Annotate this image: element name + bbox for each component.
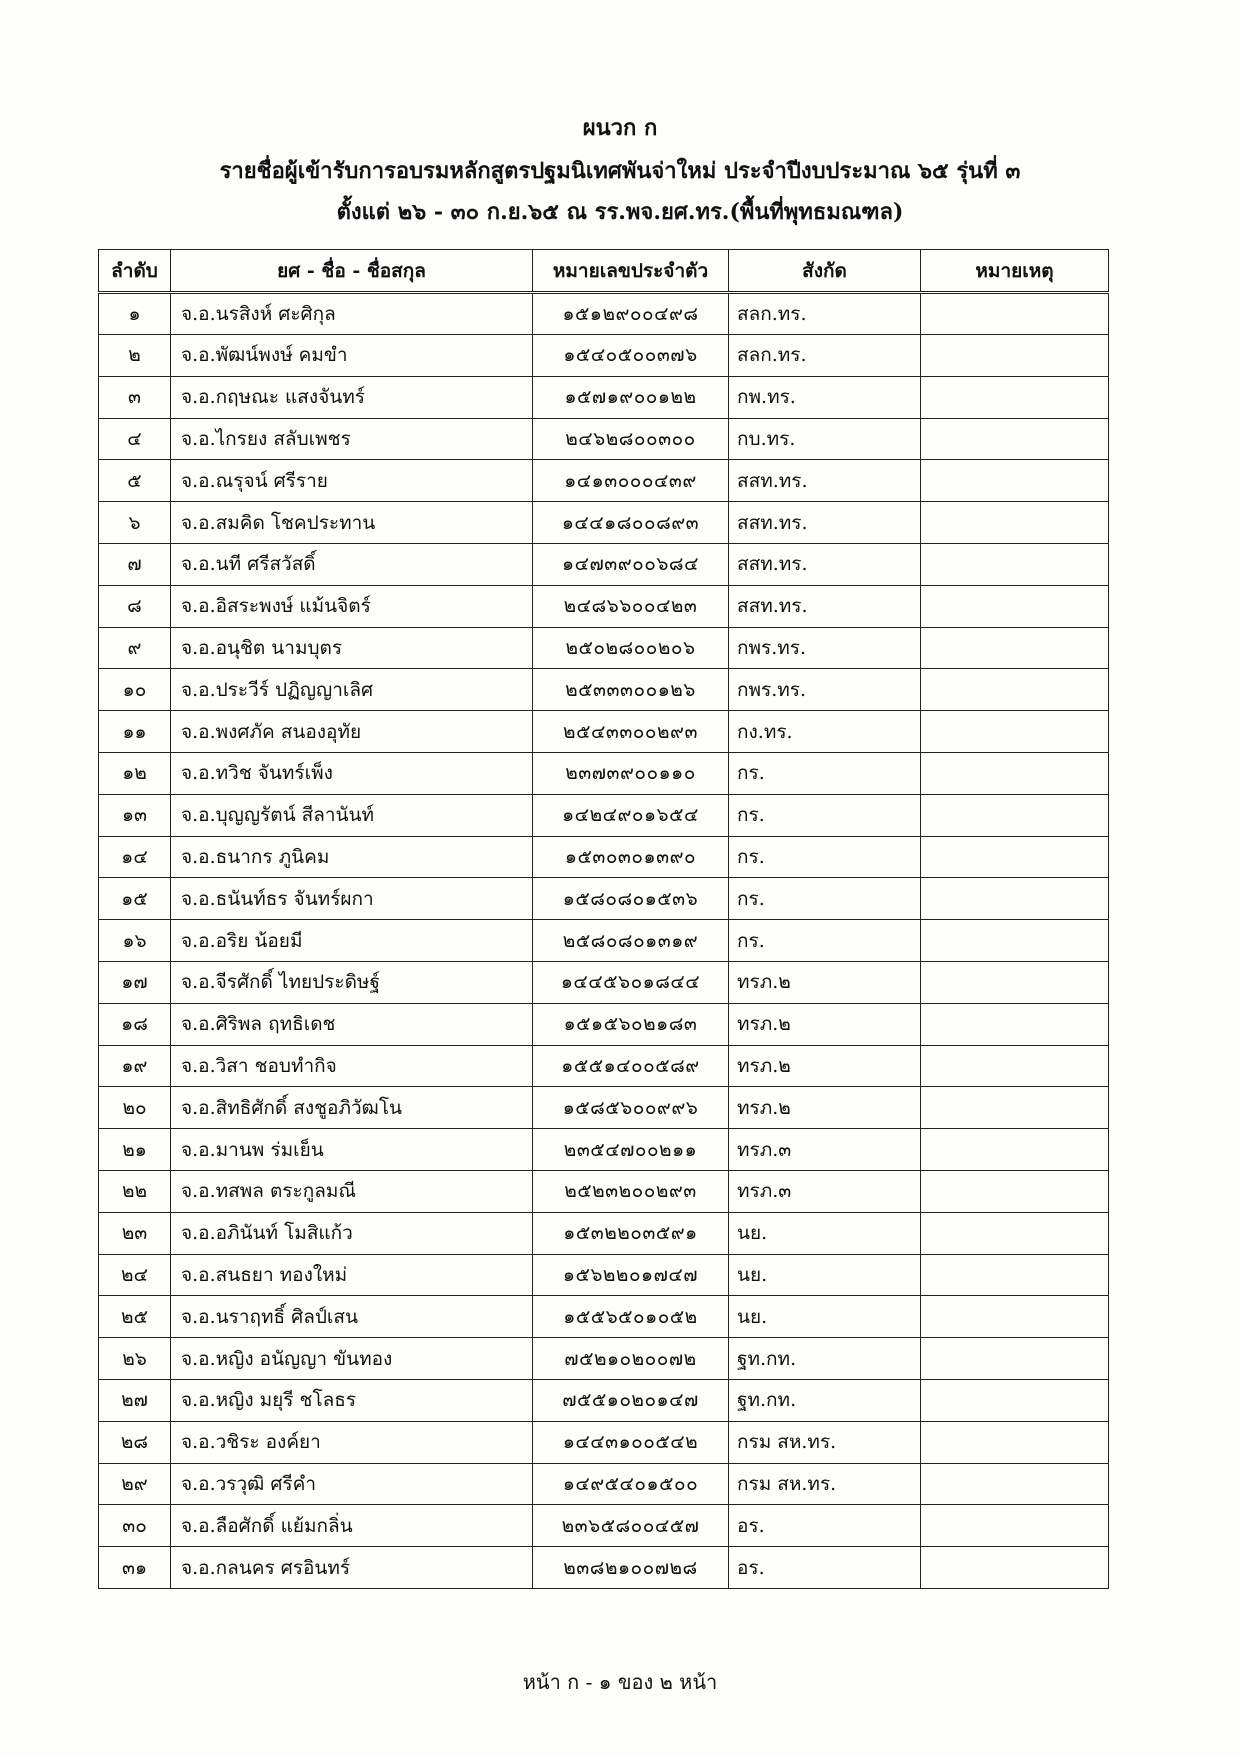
row-unit-cell: นย. bbox=[729, 1254, 921, 1296]
row-name-cell: จ.อ.ธนากร ภูนิคม bbox=[171, 836, 533, 878]
row-order-cell: ๒๙ bbox=[99, 1463, 171, 1505]
row-id-cell: ๑๕๘๐๘๐๑๕๓๖ bbox=[533, 878, 729, 920]
row-unit-cell: ทรภ.๒ bbox=[729, 1003, 921, 1045]
row-name-cell: จ.อ.บุญญรัตน์ สีลานันท์ bbox=[171, 794, 533, 836]
column-header-unit: สังกัด bbox=[729, 250, 921, 293]
row-id-cell: ๗๕๕๑๐๒๐๑๔๗ bbox=[533, 1379, 729, 1421]
table-row bbox=[99, 1338, 1109, 1380]
row-note-cell bbox=[921, 1254, 1109, 1296]
row-note-cell bbox=[921, 376, 1109, 418]
row-name-cell: จ.อ.ประวีร์ ปฏิญญาเลิศ bbox=[171, 669, 533, 711]
row-id-cell: ๑๕๑๕๖๐๒๑๘๓ bbox=[533, 1003, 729, 1045]
row-order-cell: ๗ bbox=[99, 543, 171, 585]
row-note-cell bbox=[921, 711, 1109, 753]
row-unit-cell: กร. bbox=[729, 836, 921, 878]
row-note-cell bbox=[921, 418, 1109, 460]
row-id-cell: ๑๕๘๕๖๐๐๙๙๖ bbox=[533, 1087, 729, 1129]
roster-body bbox=[99, 293, 1109, 1589]
row-order-cell: ๒๖ bbox=[99, 1338, 171, 1380]
table-row bbox=[99, 585, 1109, 627]
row-unit-cell: กพร.ทร. bbox=[729, 669, 921, 711]
row-order-cell: ๑๑ bbox=[99, 711, 171, 753]
table-row bbox=[99, 1296, 1109, 1338]
row-unit-cell: อร. bbox=[729, 1547, 921, 1589]
table-row bbox=[99, 1045, 1109, 1087]
row-name-cell: จ.อ.จีรศักดิ์ ไทยประดิษฐ์ bbox=[171, 961, 533, 1003]
row-unit-cell: ฐท.กท. bbox=[729, 1338, 921, 1380]
row-order-cell: ๓๑ bbox=[99, 1547, 171, 1589]
row-unit-cell: กร. bbox=[729, 878, 921, 920]
row-name-cell: จ.อ.มานพ ร่มเย็น bbox=[171, 1129, 533, 1171]
row-order-cell: ๒๕ bbox=[99, 1296, 171, 1338]
table-row bbox=[99, 961, 1109, 1003]
row-order-cell: ๘ bbox=[99, 585, 171, 627]
row-note-cell bbox=[921, 836, 1109, 878]
row-name-cell: จ.อ.นรสิงห์ ศะศิกุล bbox=[171, 293, 533, 335]
row-id-cell: ๑๕๖๒๒๐๑๗๔๗ bbox=[533, 1254, 729, 1296]
roster-table bbox=[98, 249, 1109, 1589]
row-note-cell bbox=[921, 1296, 1109, 1338]
row-unit-cell: กร. bbox=[729, 794, 921, 836]
row-order-cell: ๑๖ bbox=[99, 920, 171, 962]
row-name-cell: จ.อ.อนุชิต นามบุตร bbox=[171, 627, 533, 669]
row-id-cell: ๒๕๘๐๘๐๑๓๑๙ bbox=[533, 920, 729, 962]
table-row bbox=[99, 1463, 1109, 1505]
row-name-cell: จ.อ.นที ศรีสวัสดิ์ bbox=[171, 543, 533, 585]
row-unit-cell: ทรภ.๒ bbox=[729, 1045, 921, 1087]
row-note-cell bbox=[921, 585, 1109, 627]
row-order-cell: ๒๑ bbox=[99, 1129, 171, 1171]
row-unit-cell: กร. bbox=[729, 752, 921, 794]
row-note-cell bbox=[921, 335, 1109, 377]
row-unit-cell: สสท.ทร. bbox=[729, 585, 921, 627]
row-note-cell bbox=[921, 543, 1109, 585]
row-name-cell: จ.อ.ทวิช จันทร์เพ็ง bbox=[171, 752, 533, 794]
row-note-cell bbox=[921, 1003, 1109, 1045]
table-row bbox=[99, 669, 1109, 711]
row-id-cell: ๑๕๑๒๙๐๐๔๙๘ bbox=[533, 293, 729, 335]
table-row bbox=[99, 878, 1109, 920]
row-unit-cell: อร. bbox=[729, 1505, 921, 1547]
table-row bbox=[99, 711, 1109, 753]
table-row bbox=[99, 1003, 1109, 1045]
row-order-cell: ๓ bbox=[99, 376, 171, 418]
row-id-cell: ๑๔๔๓๑๐๐๕๔๒ bbox=[533, 1421, 729, 1463]
table-row bbox=[99, 460, 1109, 502]
row-id-cell: ๑๕๕๑๔๐๐๕๘๙ bbox=[533, 1045, 729, 1087]
row-name-cell: จ.อ.อิสระพงษ์ แม้นจิตร์ bbox=[171, 585, 533, 627]
table-row bbox=[99, 836, 1109, 878]
row-order-cell: ๒ bbox=[99, 335, 171, 377]
row-note-cell bbox=[921, 961, 1109, 1003]
row-note-cell bbox=[921, 1379, 1109, 1421]
row-order-cell: ๑ bbox=[99, 293, 171, 335]
row-id-cell: ๒๕๓๓๓๐๐๑๒๖ bbox=[533, 669, 729, 711]
row-name-cell: จ.อ.สนธยา ทองใหม่ bbox=[171, 1254, 533, 1296]
row-name-cell: จ.อ.พงศภัค สนองอุทัย bbox=[171, 711, 533, 753]
row-order-cell: ๑๘ bbox=[99, 1003, 171, 1045]
row-order-cell: ๑๐ bbox=[99, 669, 171, 711]
row-name-cell: จ.อ.ธนันท์ธร จันทร์ผกา bbox=[171, 878, 533, 920]
row-id-cell: ๑๔๒๔๙๐๑๖๕๔ bbox=[533, 794, 729, 836]
row-unit-cell: นย. bbox=[729, 1296, 921, 1338]
row-unit-cell: สสท.ทร. bbox=[729, 460, 921, 502]
row-name-cell: จ.อ.อภินันท์ โมสิแก้ว bbox=[171, 1212, 533, 1254]
row-order-cell: ๒๓ bbox=[99, 1212, 171, 1254]
row-name-cell: จ.อ.อริย น้อยมี bbox=[171, 920, 533, 962]
column-header-order: ลำดับ bbox=[99, 250, 171, 293]
row-note-cell bbox=[921, 1212, 1109, 1254]
table-row bbox=[99, 418, 1109, 460]
row-unit-cell: กร. bbox=[729, 920, 921, 962]
row-name-cell: จ.อ.หญิง มยุรี ชโลธร bbox=[171, 1379, 533, 1421]
table-row bbox=[99, 1421, 1109, 1463]
row-name-cell: จ.อ.ไกรยง สลับเพชร bbox=[171, 418, 533, 460]
row-note-cell bbox=[921, 669, 1109, 711]
row-name-cell: จ.อ.กลนคร ศรอินทร์ bbox=[171, 1547, 533, 1589]
document-title: รายชื่อผู้เข้ารับการอบรมหลักสูตรปฐมนิเทศพันจ่าใหม่ ประจำปีงบประมาณ ๖๕ รุ่นที่ ๓ bbox=[219, 158, 1021, 184]
row-name-cell: จ.อ.ศิริพล ฤทธิเดช bbox=[171, 1003, 533, 1045]
table-row bbox=[99, 920, 1109, 962]
row-id-cell: ๒๔๘๖๖๐๐๔๒๓ bbox=[533, 585, 729, 627]
row-unit-cell: สลก.ทร. bbox=[729, 293, 921, 335]
row-unit-cell: ทรภ.๓ bbox=[729, 1129, 921, 1171]
row-order-cell: ๓๐ bbox=[99, 1505, 171, 1547]
row-unit-cell: ทรภ.๒ bbox=[729, 961, 921, 1003]
row-order-cell: ๑๒ bbox=[99, 752, 171, 794]
table-row bbox=[99, 1505, 1109, 1547]
row-unit-cell: กบ.ทร. bbox=[729, 418, 921, 460]
row-id-cell: ๗๕๒๑๐๒๐๐๗๒ bbox=[533, 1338, 729, 1380]
row-order-cell: ๑๙ bbox=[99, 1045, 171, 1087]
row-id-cell: ๒๓๕๔๗๐๐๒๑๑ bbox=[533, 1129, 729, 1171]
page-number: หน้า ก - ๑ ของ ๒ หน้า bbox=[522, 1670, 718, 1694]
row-name-cell: จ.อ.สมคิด โชคประทาน bbox=[171, 502, 533, 544]
row-id-cell: ๑๕๔๐๕๐๐๓๗๖ bbox=[533, 335, 729, 377]
row-note-cell bbox=[921, 1045, 1109, 1087]
table-row bbox=[99, 335, 1109, 377]
table-row bbox=[99, 293, 1109, 335]
row-order-cell: ๒๐ bbox=[99, 1087, 171, 1129]
row-note-cell bbox=[921, 502, 1109, 544]
row-id-cell: ๑๕๗๑๙๐๐๑๒๒ bbox=[533, 376, 729, 418]
row-id-cell: ๑๔๙๕๔๐๑๕๐๐ bbox=[533, 1463, 729, 1505]
row-note-cell bbox=[921, 1547, 1109, 1589]
row-id-cell: ๑๕๕๖๕๐๑๐๕๒ bbox=[533, 1296, 729, 1338]
row-name-cell: จ.อ.กฤษณะ แสงจันทร์ bbox=[171, 376, 533, 418]
row-order-cell: ๒๒ bbox=[99, 1170, 171, 1212]
table-row bbox=[99, 1212, 1109, 1254]
row-id-cell: ๑๕๓๒๒๐๓๕๙๑ bbox=[533, 1212, 729, 1254]
row-unit-cell: กง.ทร. bbox=[729, 711, 921, 753]
row-id-cell: ๒๓๗๓๙๐๐๑๑๐ bbox=[533, 752, 729, 794]
row-id-cell: ๒๕๔๓๓๐๐๒๙๓ bbox=[533, 711, 729, 753]
row-id-cell: ๑๔๗๓๙๐๐๖๘๔ bbox=[533, 543, 729, 585]
table-row bbox=[99, 627, 1109, 669]
annex-heading: ผนวก ก bbox=[582, 115, 658, 141]
row-order-cell: ๖ bbox=[99, 502, 171, 544]
row-id-cell: ๒๕๐๒๘๐๐๒๐๖ bbox=[533, 627, 729, 669]
row-note-cell bbox=[921, 752, 1109, 794]
row-note-cell bbox=[921, 794, 1109, 836]
table-row bbox=[99, 1129, 1109, 1171]
column-header-note: หมายเหตุ bbox=[921, 250, 1109, 293]
row-order-cell: ๒๔ bbox=[99, 1254, 171, 1296]
table-row bbox=[99, 794, 1109, 836]
table-row bbox=[99, 376, 1109, 418]
row-unit-cell: ทรภ.๓ bbox=[729, 1170, 921, 1212]
row-id-cell: ๒๓๘๒๑๐๐๗๒๘ bbox=[533, 1547, 729, 1589]
row-note-cell bbox=[921, 627, 1109, 669]
row-note-cell bbox=[921, 878, 1109, 920]
column-header-id: หมายเลขประจำตัว bbox=[533, 250, 729, 293]
row-unit-cell: นย. bbox=[729, 1212, 921, 1254]
table-row bbox=[99, 502, 1109, 544]
row-name-cell: จ.อ.วรวุฒิ ศรีคำ bbox=[171, 1463, 533, 1505]
table-row bbox=[99, 1379, 1109, 1421]
table-row bbox=[99, 543, 1109, 585]
row-unit-cell: ฐท.กท. bbox=[729, 1379, 921, 1421]
row-name-cell: จ.อ.ลือศักดิ์ แย้มกลิ่น bbox=[171, 1505, 533, 1547]
row-note-cell bbox=[921, 1421, 1109, 1463]
row-order-cell: ๕ bbox=[99, 460, 171, 502]
table-row bbox=[99, 752, 1109, 794]
row-unit-cell: ทรภ.๒ bbox=[729, 1087, 921, 1129]
row-note-cell bbox=[921, 1087, 1109, 1129]
table-row bbox=[99, 1087, 1109, 1129]
row-id-cell: ๑๕๓๐๓๐๑๓๙๐ bbox=[533, 836, 729, 878]
row-unit-cell: กพร.ทร. bbox=[729, 627, 921, 669]
row-name-cell: จ.อ.วิสา ชอบทำกิจ bbox=[171, 1045, 533, 1087]
row-note-cell bbox=[921, 1463, 1109, 1505]
row-note-cell bbox=[921, 460, 1109, 502]
row-note-cell bbox=[921, 293, 1109, 335]
row-unit-cell: สสท.ทร. bbox=[729, 502, 921, 544]
table-header-row bbox=[99, 250, 1109, 293]
row-name-cell: จ.อ.วชิระ องค์ยา bbox=[171, 1421, 533, 1463]
row-id-cell: ๑๔๔๕๖๐๑๘๔๔ bbox=[533, 961, 729, 1003]
row-order-cell: ๑๗ bbox=[99, 961, 171, 1003]
row-id-cell: ๒๓๖๕๘๐๐๔๕๗ bbox=[533, 1505, 729, 1547]
row-order-cell: ๑๕ bbox=[99, 878, 171, 920]
document-subtitle: ตั้งแต่ ๒๖ - ๓๐ ก.ย.๖๕ ณ รร.พจ.ยศ.ทร.(พื้นที่พุทธมณฑล) bbox=[336, 199, 904, 225]
row-name-cell: จ.อ.หญิง อนัญญา ขันทอง bbox=[171, 1338, 533, 1380]
row-note-cell bbox=[921, 920, 1109, 962]
column-header-name: ยศ - ชื่อ - ชื่อสกุล bbox=[171, 250, 533, 293]
row-name-cell: จ.อ.ณรุจน์ ศรีราย bbox=[171, 460, 533, 502]
table-row bbox=[99, 1254, 1109, 1296]
row-note-cell bbox=[921, 1338, 1109, 1380]
row-order-cell: ๑๔ bbox=[99, 836, 171, 878]
row-order-cell: ๑๓ bbox=[99, 794, 171, 836]
table-row bbox=[99, 1170, 1109, 1212]
table-row bbox=[99, 1547, 1109, 1589]
row-name-cell: จ.อ.ทสพล ตระกูลมณี bbox=[171, 1170, 533, 1212]
row-id-cell: ๒๕๒๓๒๐๐๒๙๓ bbox=[533, 1170, 729, 1212]
row-order-cell: ๙ bbox=[99, 627, 171, 669]
row-unit-cell: กรม สห.ทร. bbox=[729, 1421, 921, 1463]
row-note-cell bbox=[921, 1170, 1109, 1212]
row-order-cell: ๔ bbox=[99, 418, 171, 460]
row-unit-cell: สลก.ทร. bbox=[729, 335, 921, 377]
row-unit-cell: กพ.ทร. bbox=[729, 376, 921, 418]
row-id-cell: ๑๔๑๓๐๐๐๔๓๙ bbox=[533, 460, 729, 502]
row-name-cell: จ.อ.พัฒน์พงษ์ คมขำ bbox=[171, 335, 533, 377]
row-id-cell: ๒๔๖๒๘๐๐๓๐๐ bbox=[533, 418, 729, 460]
row-note-cell bbox=[921, 1129, 1109, 1171]
row-order-cell: ๒๘ bbox=[99, 1421, 171, 1463]
row-name-cell: จ.อ.นราฤทธิ์ ศิลป์เสน bbox=[171, 1296, 533, 1338]
row-order-cell: ๒๗ bbox=[99, 1379, 171, 1421]
row-unit-cell: กรม สห.ทร. bbox=[729, 1463, 921, 1505]
row-note-cell bbox=[921, 1505, 1109, 1547]
row-unit-cell: สสท.ทร. bbox=[729, 543, 921, 585]
row-name-cell: จ.อ.สิทธิศักดิ์ สงชูอภิวัฒโน bbox=[171, 1087, 533, 1129]
row-id-cell: ๑๔๔๑๘๐๐๘๙๓ bbox=[533, 502, 729, 544]
